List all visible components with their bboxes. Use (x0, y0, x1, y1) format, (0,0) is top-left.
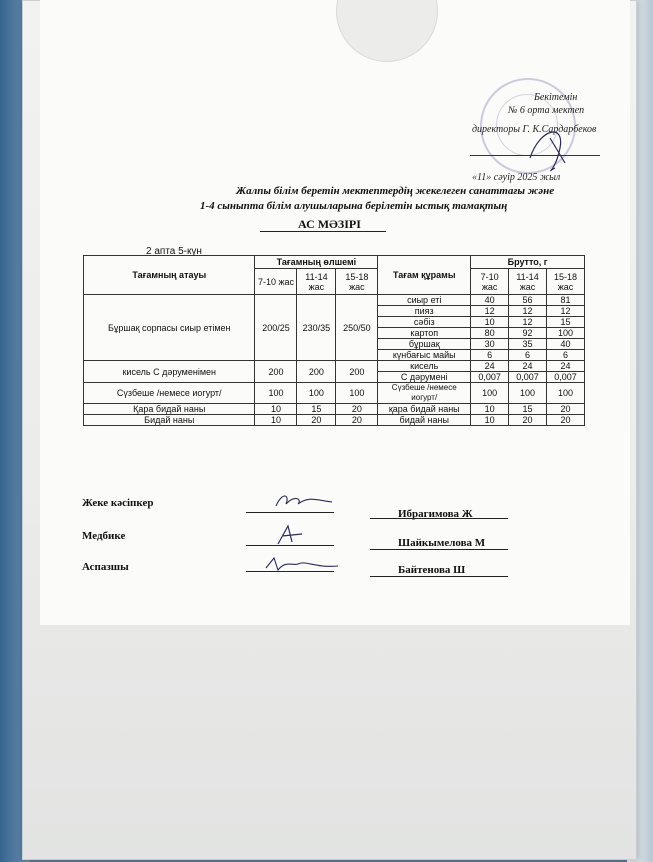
gross-value: 6 (509, 350, 547, 361)
director-signature (520, 118, 580, 178)
portion-value: 100 (336, 383, 378, 404)
signature-mark (262, 554, 342, 576)
header-portion: Тағамның өлшемі (255, 256, 378, 269)
ingredient-name: қара бидай наны (378, 404, 471, 415)
gross-value: 6 (547, 350, 585, 361)
ingredient-name: пияз (378, 306, 471, 317)
menu-title: АС МӘЗІРІ (298, 217, 361, 231)
gross-value: 100 (547, 328, 585, 339)
signature-role: Жеке кәсіпкер (82, 497, 154, 509)
dish-name: кисель С дәруменімен (84, 361, 255, 383)
gross-value: 0,007 (509, 372, 547, 383)
ingredient-name: сиыр еті (378, 295, 471, 306)
gross-value: 24 (509, 361, 547, 372)
gross-value: 6 (471, 350, 509, 361)
gross-value: 20 (547, 415, 585, 426)
dish-name: Сүзбеше /немесе иогурт/ (84, 383, 255, 404)
gross-value: 81 (547, 295, 585, 306)
gross-value: 80 (471, 328, 509, 339)
signature-mark (272, 522, 312, 548)
gross-value: 12 (547, 306, 585, 317)
ingredient-name: картоп (378, 328, 471, 339)
ingredient-name: Сүзбеше /немесе иогурт/ (378, 383, 471, 404)
portion-value: 10 (255, 404, 297, 415)
header-gross-age-2: 11-14 жас (509, 269, 547, 295)
gross-value: 0,007 (471, 372, 509, 383)
gross-value: 20 (509, 415, 547, 426)
portion-value: 200/25 (255, 295, 297, 361)
portion-value: 200 (255, 361, 297, 383)
gross-value: 10 (471, 415, 509, 426)
menu-title-underline (260, 231, 386, 232)
week-label: 2 апта 5-күн (146, 246, 202, 257)
portion-value: 20 (297, 415, 336, 426)
gross-value: 10 (471, 317, 509, 328)
signature-name: Ибрагимова Ж (398, 508, 473, 520)
approval-line-2: № 6 орта мектеп (508, 105, 585, 116)
gross-value: 100 (547, 383, 585, 404)
gross-value: 20 (547, 404, 585, 415)
portion-value: 250/50 (336, 295, 378, 361)
gross-value: 24 (471, 361, 509, 372)
dish-name: Қара бидай наны (84, 404, 255, 415)
portion-value: 100 (297, 383, 336, 404)
approval-line-1: Бекітемін (534, 92, 578, 103)
header-age-2: 11-14 жас (297, 269, 336, 295)
approval-line-3: директоры Г. К.Сардарбеков (472, 124, 597, 135)
sleeve-notch (336, 0, 438, 62)
gross-value: 15 (547, 317, 585, 328)
name-line (370, 576, 508, 577)
header-composition: Тағам құрамы (378, 256, 471, 295)
gross-value: 40 (547, 339, 585, 350)
portion-value: 15 (297, 404, 336, 415)
dish-name: Бұршақ сорпасы сиыр етімен (84, 295, 255, 361)
signature-name: Байтенова Ш (398, 564, 466, 576)
gross-value: 24 (547, 361, 585, 372)
portion-value: 20 (336, 415, 378, 426)
header-line-1: Жалпы білім беретін мектептердің жекелеген санаттағы және (236, 185, 555, 197)
portion-value: 200 (297, 361, 336, 383)
ingredient-name: күнбағыс майы (378, 350, 471, 361)
header-gross: Брутто, г (471, 256, 585, 269)
header-gross-age-1: 7-10 жас (471, 269, 509, 295)
gross-value: 30 (471, 339, 509, 350)
dish-name: Бидай наны (84, 415, 255, 426)
header-dish: Тағамның атауы (84, 256, 255, 295)
director-line (470, 155, 600, 156)
gross-value: 10 (471, 404, 509, 415)
portion-value: 10 (255, 415, 297, 426)
ingredient-name: бұршақ (378, 339, 471, 350)
name-line (370, 518, 508, 519)
signature-role: Медбике (82, 530, 126, 542)
ingredient-name: кисель (378, 361, 471, 372)
menu-table (83, 255, 585, 426)
gross-value: 15 (509, 404, 547, 415)
signature-name: Шайкымелова М (398, 537, 486, 549)
ingredient-name: бидай наны (378, 415, 471, 426)
portion-value: 200 (336, 361, 378, 383)
name-line (370, 549, 508, 550)
portion-value: 20 (336, 404, 378, 415)
gross-value: 92 (509, 328, 547, 339)
header-age-3: 15-18 жас (336, 269, 378, 295)
header-gross-age-3: 15-18 жас (547, 269, 585, 295)
gross-value: 12 (509, 306, 547, 317)
signature-mark (272, 490, 336, 514)
gross-value: 40 (471, 295, 509, 306)
signature-role: Аспазшы (82, 561, 129, 573)
gross-value: 0,007 (547, 372, 585, 383)
gross-value: 35 (509, 339, 547, 350)
gross-value: 100 (509, 383, 547, 404)
header-age-1: 7-10 жас (255, 269, 297, 295)
approval-date: «11» сәуір 2025 жыл (472, 172, 561, 183)
header-line-2: 1-4 сыныпта білім алушыларына берілетін ыстық тамақтың (200, 200, 508, 212)
gross-value: 56 (509, 295, 547, 306)
gross-value: 12 (471, 306, 509, 317)
ingredient-name: С дәрумені (378, 372, 471, 383)
portion-value: 230/35 (297, 295, 336, 361)
ingredient-name: сәбіз (378, 317, 471, 328)
gross-value: 100 (471, 383, 509, 404)
gross-value: 12 (509, 317, 547, 328)
portion-value: 100 (255, 383, 297, 404)
